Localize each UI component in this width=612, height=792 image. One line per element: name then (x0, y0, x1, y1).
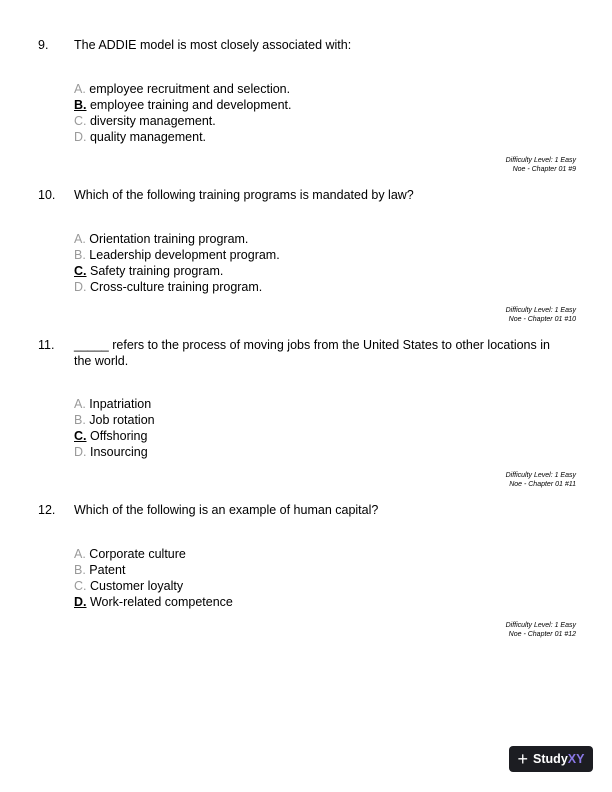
question-meta (506, 156, 576, 174)
difficulty-level: Difficulty Level: 1 Easy (505, 622, 576, 629)
option-d: D. quality management. (74, 130, 207, 144)
question-text: The ADDIE model is most closely associated with: (74, 38, 352, 52)
option-c: C. Safety training program. (74, 264, 224, 278)
question-text: Which of the following training programs is mandated by law? (74, 188, 414, 202)
logo-suffix: XY (567, 752, 585, 766)
option-c: C. Customer loyalty (74, 579, 184, 593)
chapter-source: Noe - Chapter 01 #12 (508, 631, 576, 638)
option-a: A. employee recruitment and selection. (74, 82, 291, 96)
chapter-source: Noe - Chapter 01 #10 (508, 316, 576, 323)
question-text: _____ refers to the process of moving jobs from the United States to other locations in the world. (74, 338, 550, 368)
option-b: B. Patent (74, 563, 126, 577)
question-number: 9. (38, 38, 49, 52)
option-d: D. Insourcing (74, 445, 148, 459)
difficulty-level: Difficulty Level: 1 Easy (505, 307, 576, 314)
option-c: C. Offshoring (74, 429, 148, 443)
logo-prefix: Study (533, 752, 568, 766)
difficulty-level: Difficulty Level: 1 Easy (505, 472, 576, 479)
question-meta (506, 471, 576, 489)
difficulty-level: Difficulty Level: 1 Easy (505, 157, 576, 164)
option-d: D. Cross-culture training program. (74, 280, 263, 294)
plus-icon: + (517, 749, 529, 769)
option-b: B. employee training and development. (74, 98, 292, 112)
option-d: D. Work-related competence (74, 595, 233, 609)
chapter-source: Noe - Chapter 01 #9 (512, 166, 576, 173)
question-meta (506, 306, 576, 324)
chapter-source: Noe - Chapter 01 #11 (509, 481, 576, 488)
option-a: A. Orientation training program. (74, 232, 249, 246)
question-number: 10. (38, 188, 56, 202)
question-number: 11. (38, 338, 55, 352)
option-b: B. Job rotation (74, 413, 155, 427)
option-a: A. Corporate culture (74, 547, 186, 561)
question-text: Which of the following is an example of human capital? (74, 503, 379, 517)
option-a: A. Inpatriation (74, 397, 152, 411)
question-number: 12. (38, 503, 56, 517)
studyxy-logo[interactable] (509, 746, 593, 772)
option-c: C. diversity management. (74, 114, 216, 128)
question-meta (506, 621, 576, 639)
option-b: B. Leadership development program. (74, 248, 280, 262)
